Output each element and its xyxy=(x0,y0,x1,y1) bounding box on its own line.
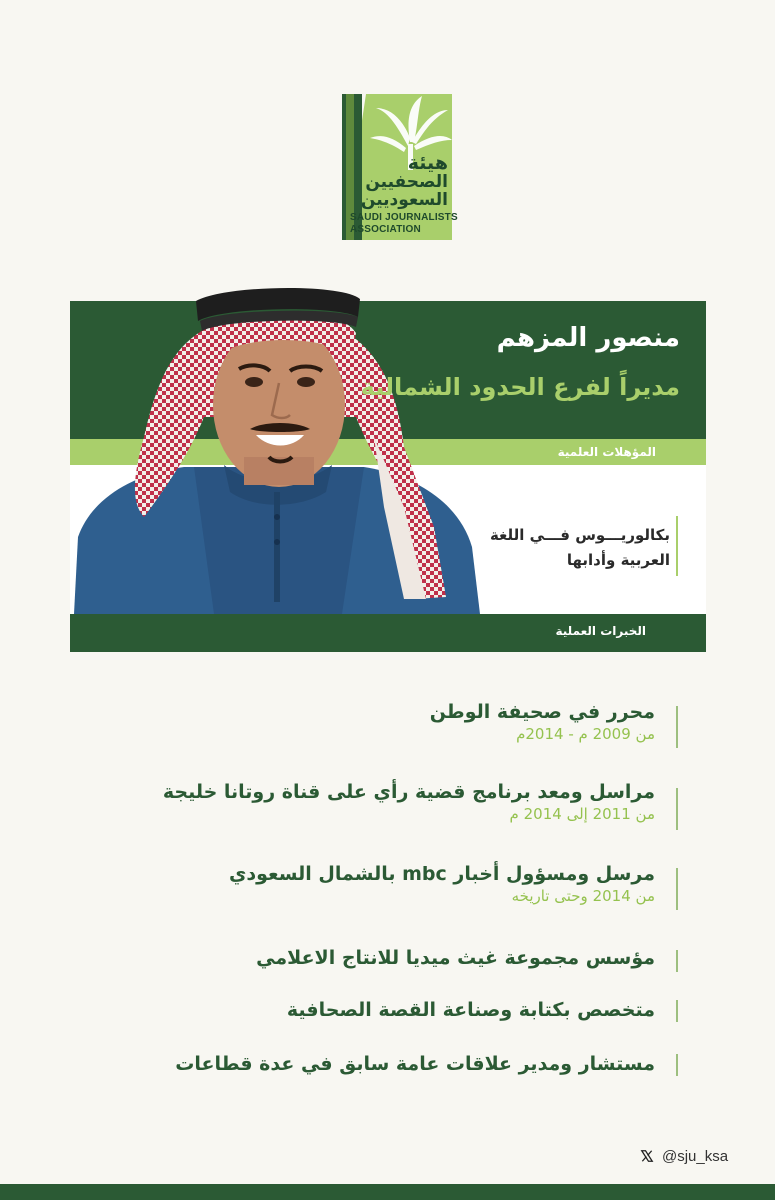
experience-period: من 2011 إلى 2014 م xyxy=(509,805,655,823)
experience-bar-6 xyxy=(676,1054,678,1076)
experience-bar-1 xyxy=(676,706,678,748)
logo-english-line-1: SAUDI JOURNALISTS xyxy=(350,212,458,223)
logo-arabic-line-1: هيئة xyxy=(407,152,448,174)
experience-bar-3 xyxy=(676,868,678,910)
qualification-accent-bar xyxy=(676,516,678,576)
experience-item xyxy=(287,998,655,1022)
experience-title: محرر في صحيفة الوطن xyxy=(429,701,655,723)
experience-title: مرسل ومسؤول أخبار mbc بالشمال السعودي xyxy=(228,863,655,885)
experience-title: مراسل ومعد برنامج قضية رأي على قناة روتانا خليجة xyxy=(162,781,655,803)
experience-title: مستشار ومدير علاقات عامة سابق في عدة قطاعات xyxy=(175,1053,655,1075)
x-icon xyxy=(640,1149,654,1163)
social-handle[interactable] xyxy=(640,1146,728,1166)
portrait-image xyxy=(74,287,480,614)
experience-period: من 2014 وحتى تاريخه xyxy=(511,887,655,905)
experience-item xyxy=(229,862,655,906)
experience-item xyxy=(256,946,655,970)
logo-english-line-2: ASSOCIATION xyxy=(350,224,421,235)
social-handle-text: @sju_ksa xyxy=(662,1147,729,1165)
person-name: منصور المزهم xyxy=(496,323,680,353)
footer-bar xyxy=(0,1184,775,1200)
experience-item xyxy=(430,700,655,744)
logo-arabic-line-2: الصحفيين xyxy=(365,172,448,192)
qualification-text: بكالوريـــوس فـــي اللغة العربية وأدابها xyxy=(489,526,670,569)
experience-bar-5 xyxy=(676,1000,678,1022)
experience-label: الخبرات العملية xyxy=(555,624,646,638)
logo-arabic-line-3: السعوديين xyxy=(360,190,448,210)
sju-logo xyxy=(336,94,458,240)
profile-card xyxy=(70,301,706,652)
experience-title: مؤسس مجموعة غيث ميديا للانتاج الاعلامي xyxy=(256,947,655,969)
experience-period: من 2009 م - 2014م xyxy=(516,725,655,743)
experience-item xyxy=(163,780,655,824)
experience-bar-2 xyxy=(676,788,678,830)
experience-item xyxy=(175,1052,655,1076)
experience-title: متخصص بكتابة وصناعة القصة الصحافية xyxy=(286,999,655,1021)
qualifications-label: المؤهلات العلمية xyxy=(557,445,656,459)
person-role: مديراً لفرع الحدود الشمالية xyxy=(360,373,680,401)
experience-bar-4 xyxy=(676,950,678,972)
